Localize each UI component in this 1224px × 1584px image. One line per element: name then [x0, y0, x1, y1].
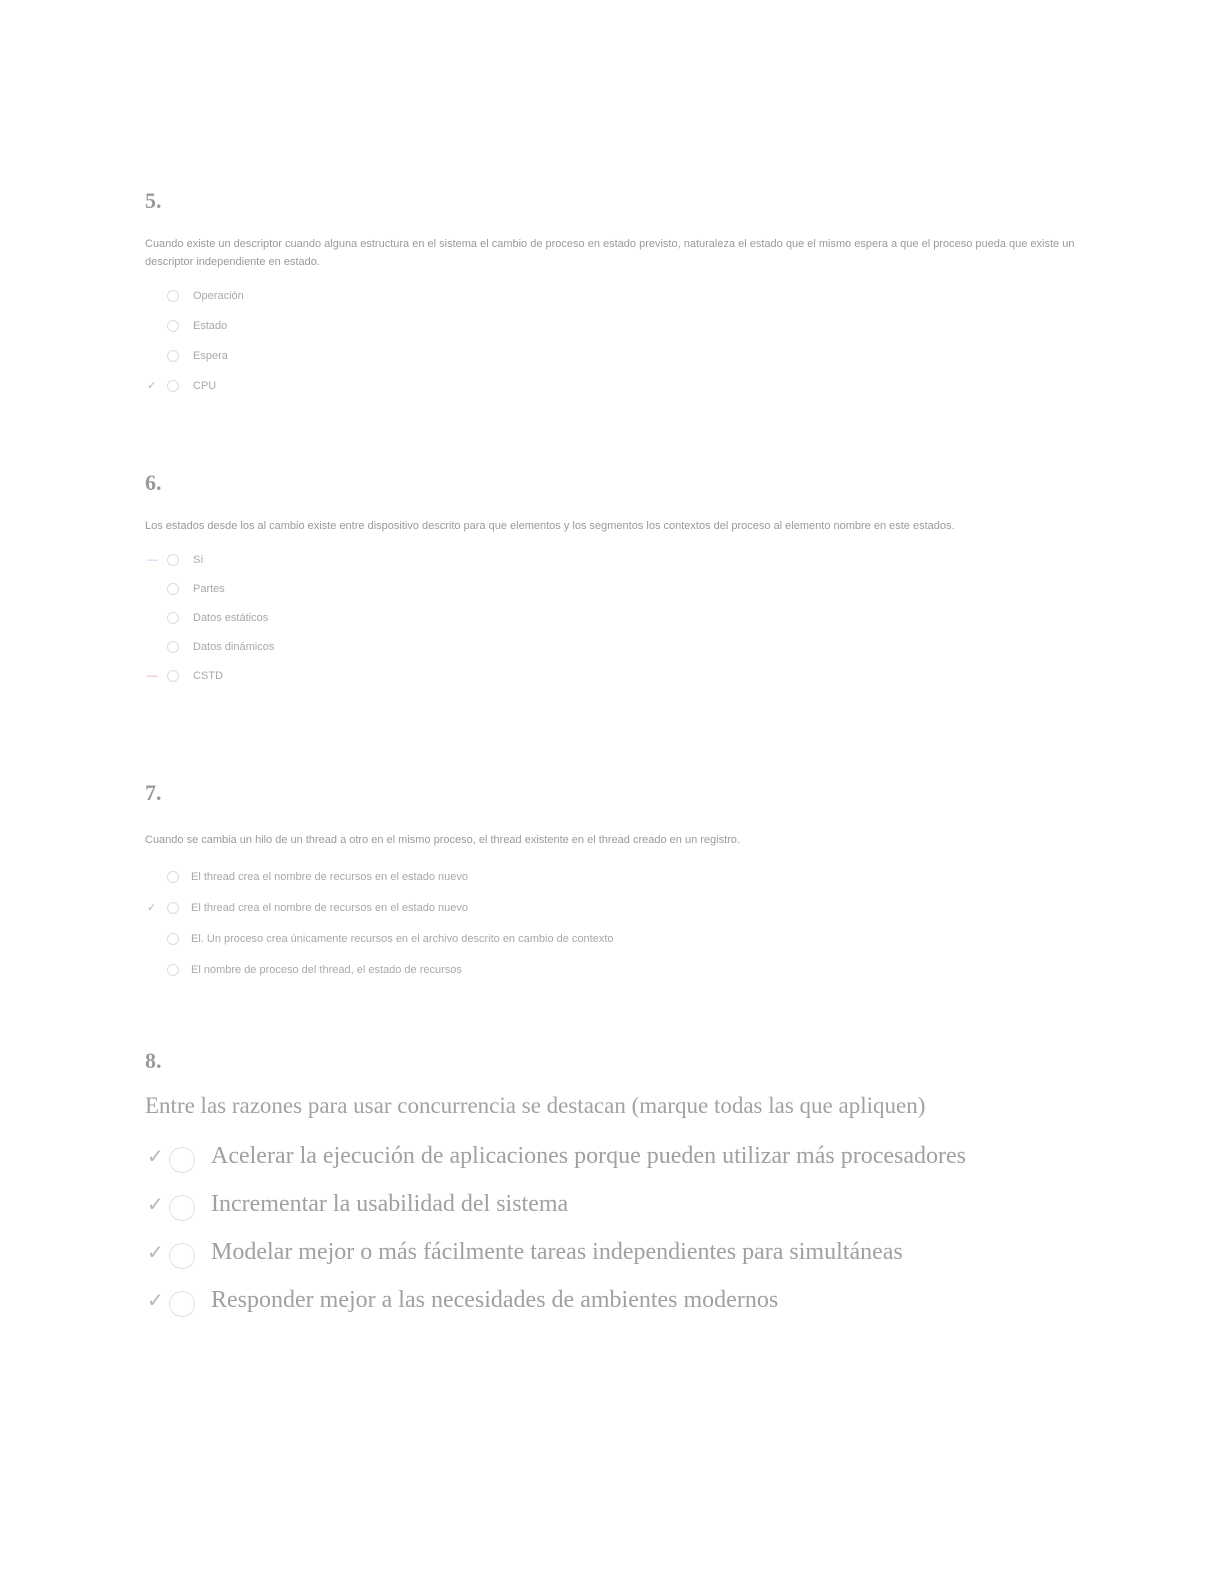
checkbox[interactable] [169, 1243, 195, 1269]
answer-option[interactable]: El thread crea el nombre de recursos en el estado nuevo [145, 862, 1075, 893]
question-6 [145, 470, 1075, 691]
answer-option[interactable]: ✓ Modelar mejor o más fácilmente tareas independientes para simultáneas [145, 1229, 1075, 1277]
radio-button[interactable] [167, 380, 179, 392]
check-icon: ✓ [147, 1289, 164, 1312]
question-8 [145, 1048, 1075, 1325]
radio-button[interactable] [167, 902, 179, 914]
answer-option[interactable]: Partes [145, 575, 1075, 604]
checkbox[interactable] [169, 1147, 195, 1173]
answer-options [145, 281, 1075, 401]
answer-option[interactable]: Operación [145, 281, 1075, 311]
answer-options [145, 546, 1075, 691]
radio-button[interactable] [167, 583, 179, 595]
question-text: Cuando se cambia un hilo de un thread a otro en el mismo proceso, el thread existente en el thread creado en un registro. [145, 834, 740, 846]
radio-button[interactable] [167, 933, 179, 945]
question-number: 5. [145, 188, 162, 213]
question-text: Cuando existe un descriptor cuando alguna estructura en el sistema el cambio de proceso en estado previsto, naturaleza el estado que el mismo espera a que el proceso pueda que existe un descriptor independiente en estado. [145, 238, 1075, 268]
checkbox[interactable] [169, 1195, 195, 1221]
question-text: Los estados desde los al cambio existe entre dispositivo descrito para que elementos y los segmentos los contextos del proceso al elemento nombre en este estados. [145, 520, 955, 532]
radio-button[interactable] [167, 612, 179, 624]
check-icon: ✓ [147, 901, 157, 914]
question-number: 8. [145, 1048, 162, 1073]
radio-button[interactable] [167, 670, 179, 682]
checkbox[interactable] [169, 1291, 195, 1317]
check-icon: ✓ [147, 1241, 164, 1264]
radio-button[interactable] [167, 320, 179, 332]
answer-option[interactable]: ✓ El thread crea el nombre de recursos en el estado nuevo [147, 901, 468, 915]
answer-option[interactable]: El. Un proceso crea únicamente recursos en el archivo descrito en cambio de contexto [145, 924, 1075, 955]
radio-button[interactable] [167, 350, 179, 362]
radio-button[interactable] [167, 290, 179, 302]
radio-button[interactable] [167, 641, 179, 653]
radio-button[interactable] [167, 964, 179, 976]
answer-options [145, 862, 1075, 986]
answer-option[interactable]: Estado [145, 311, 1075, 341]
answer-options [145, 1133, 1075, 1325]
question-number: 6. [145, 470, 162, 495]
question-5 [145, 188, 1075, 401]
answer-option[interactable]: ✓ Incrementar la usabilidad del sistema [145, 1181, 1075, 1229]
question-7 [145, 780, 1075, 986]
wrong-answer-icon: — [147, 669, 158, 682]
answer-option[interactable]: Espera [145, 341, 1075, 371]
radio-button[interactable] [167, 871, 179, 883]
check-icon: ✓ [147, 379, 157, 392]
answer-option[interactable]: — Sí [147, 553, 204, 567]
question-number: 7. [145, 780, 162, 805]
answer-option[interactable]: El nombre de proceso del thread, el estado de recursos [145, 955, 1075, 986]
answer-option[interactable]: Datos dinámicos [145, 633, 1075, 662]
answer-option[interactable]: ✓ Responder mejor a las necesidades de ambientes modernos [145, 1277, 1075, 1325]
answer-option[interactable]: ✓ CPU [147, 379, 217, 393]
answer-option[interactable]: Datos estáticos [145, 604, 1075, 633]
check-icon: ✓ [147, 1145, 164, 1168]
check-icon: ✓ [147, 1193, 164, 1216]
answer-option[interactable]: — CSTD [147, 669, 223, 683]
answer-option[interactable]: ✓ Acelerar la ejecución de aplicaciones porque pueden utilizar más procesadores [145, 1133, 1075, 1181]
question-text: Entre las razones para usar concurrencia se destacan (marque todas las que apliquen) [145, 1093, 926, 1118]
radio-button[interactable] [167, 554, 179, 566]
correct-answer-icon: — [147, 553, 158, 566]
